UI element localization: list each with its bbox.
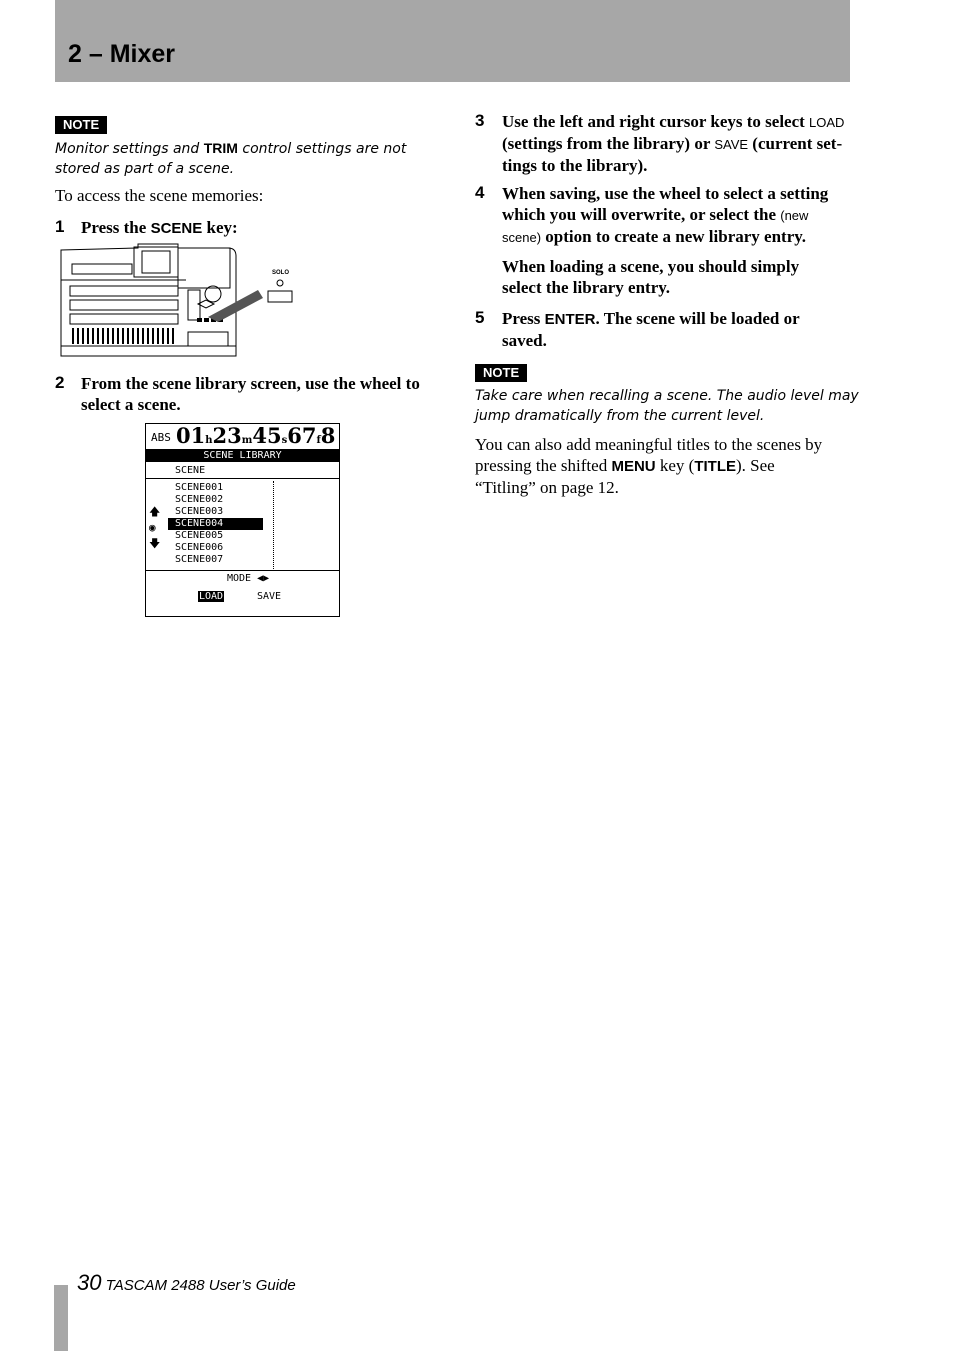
mode-label: MODE ◀▶ xyxy=(227,573,270,584)
device-illustration xyxy=(58,242,308,362)
scene-list-item[interactable]: SCENE002 xyxy=(175,494,224,505)
up-arrow-icon: 🡅 xyxy=(149,505,161,518)
step-3-text: Use the left and right cursor keys to select LOAD (settings from the library) or SAVE (current set- tings to the library). xyxy=(502,112,845,175)
intro-text: To access the scene memories: xyxy=(55,186,264,205)
footer-bar xyxy=(54,1285,68,1351)
scroll-indicator xyxy=(149,504,160,552)
note-badge: NOTE xyxy=(55,116,107,134)
note-text: Take care when recalling a scene. The audio level may jump dramatically from the current level. xyxy=(475,388,859,424)
lcd-title: SCENE LIBRARY xyxy=(146,449,339,462)
step-2-text: From the scene library screen, use the wheel to select a scene. xyxy=(81,374,420,414)
chapter-title: 2 – Mixer xyxy=(68,40,176,68)
step-number: 5 xyxy=(475,308,485,327)
step-5-text: Press ENTER. The scene will be loaded or saved. xyxy=(502,309,800,350)
step-4-text: When saving, use the wheel to select a setting which you will overwrite, or select the (new scene) option to create a new library entry. xyxy=(502,184,829,246)
scene-list-item[interactable]: SCENE007 xyxy=(175,554,224,565)
time-counter: 01h23m45s67f8 xyxy=(176,423,336,448)
page-footer xyxy=(77,1270,296,1296)
down-arrow-icon: 🡇 xyxy=(149,537,161,550)
titles-paragraph: You can also add meaningful titles to the scenes by pressing the shifted MENU key (TITLE). See “Titling” on page 12. xyxy=(475,435,823,497)
lcd-scene-library-screen xyxy=(145,423,340,617)
guide-title: TASCAM 2488 User’s Guide xyxy=(105,1277,296,1294)
note-text: Monitor settings and TRIM control settings are not stored as part of a scene. xyxy=(55,140,407,177)
scene-list-item-selected[interactable]: SCENE004 xyxy=(168,518,263,530)
scene-list-item[interactable]: SCENE001 xyxy=(175,482,224,493)
solo-label: SOLO xyxy=(272,270,290,276)
step-number: 4 xyxy=(475,183,485,202)
channel-faders xyxy=(72,318,223,344)
wheel-icon: ◉ xyxy=(149,521,156,534)
page-number: 30 xyxy=(77,1270,102,1295)
step-number: 3 xyxy=(475,111,485,130)
scene-list-item[interactable]: SCENE006 xyxy=(175,542,224,553)
scene-column-header: SCENE xyxy=(175,465,206,476)
note-badge: NOTE xyxy=(475,364,527,382)
mode-option-load[interactable]: LOAD xyxy=(199,591,224,602)
abs-label: ABS xyxy=(151,431,171,444)
step-number: 2 xyxy=(55,373,65,392)
scene-key-icon xyxy=(268,291,292,302)
step-1-text: Press the SCENE key: xyxy=(81,218,238,237)
step-4-loading-text: When loading a scene, you should simply select the library entry. xyxy=(502,257,800,297)
mode-option-save[interactable]: SAVE xyxy=(257,591,282,602)
scene-list-item[interactable]: SCENE003 xyxy=(175,506,224,517)
solo-led xyxy=(277,280,283,286)
scene-list-item[interactable]: SCENE005 xyxy=(175,530,224,541)
left-right-arrow-icon: ◀▶ xyxy=(257,573,270,584)
step-number: 1 xyxy=(55,217,65,236)
scene-list[interactable] xyxy=(175,482,263,566)
chapter-header xyxy=(55,0,850,82)
